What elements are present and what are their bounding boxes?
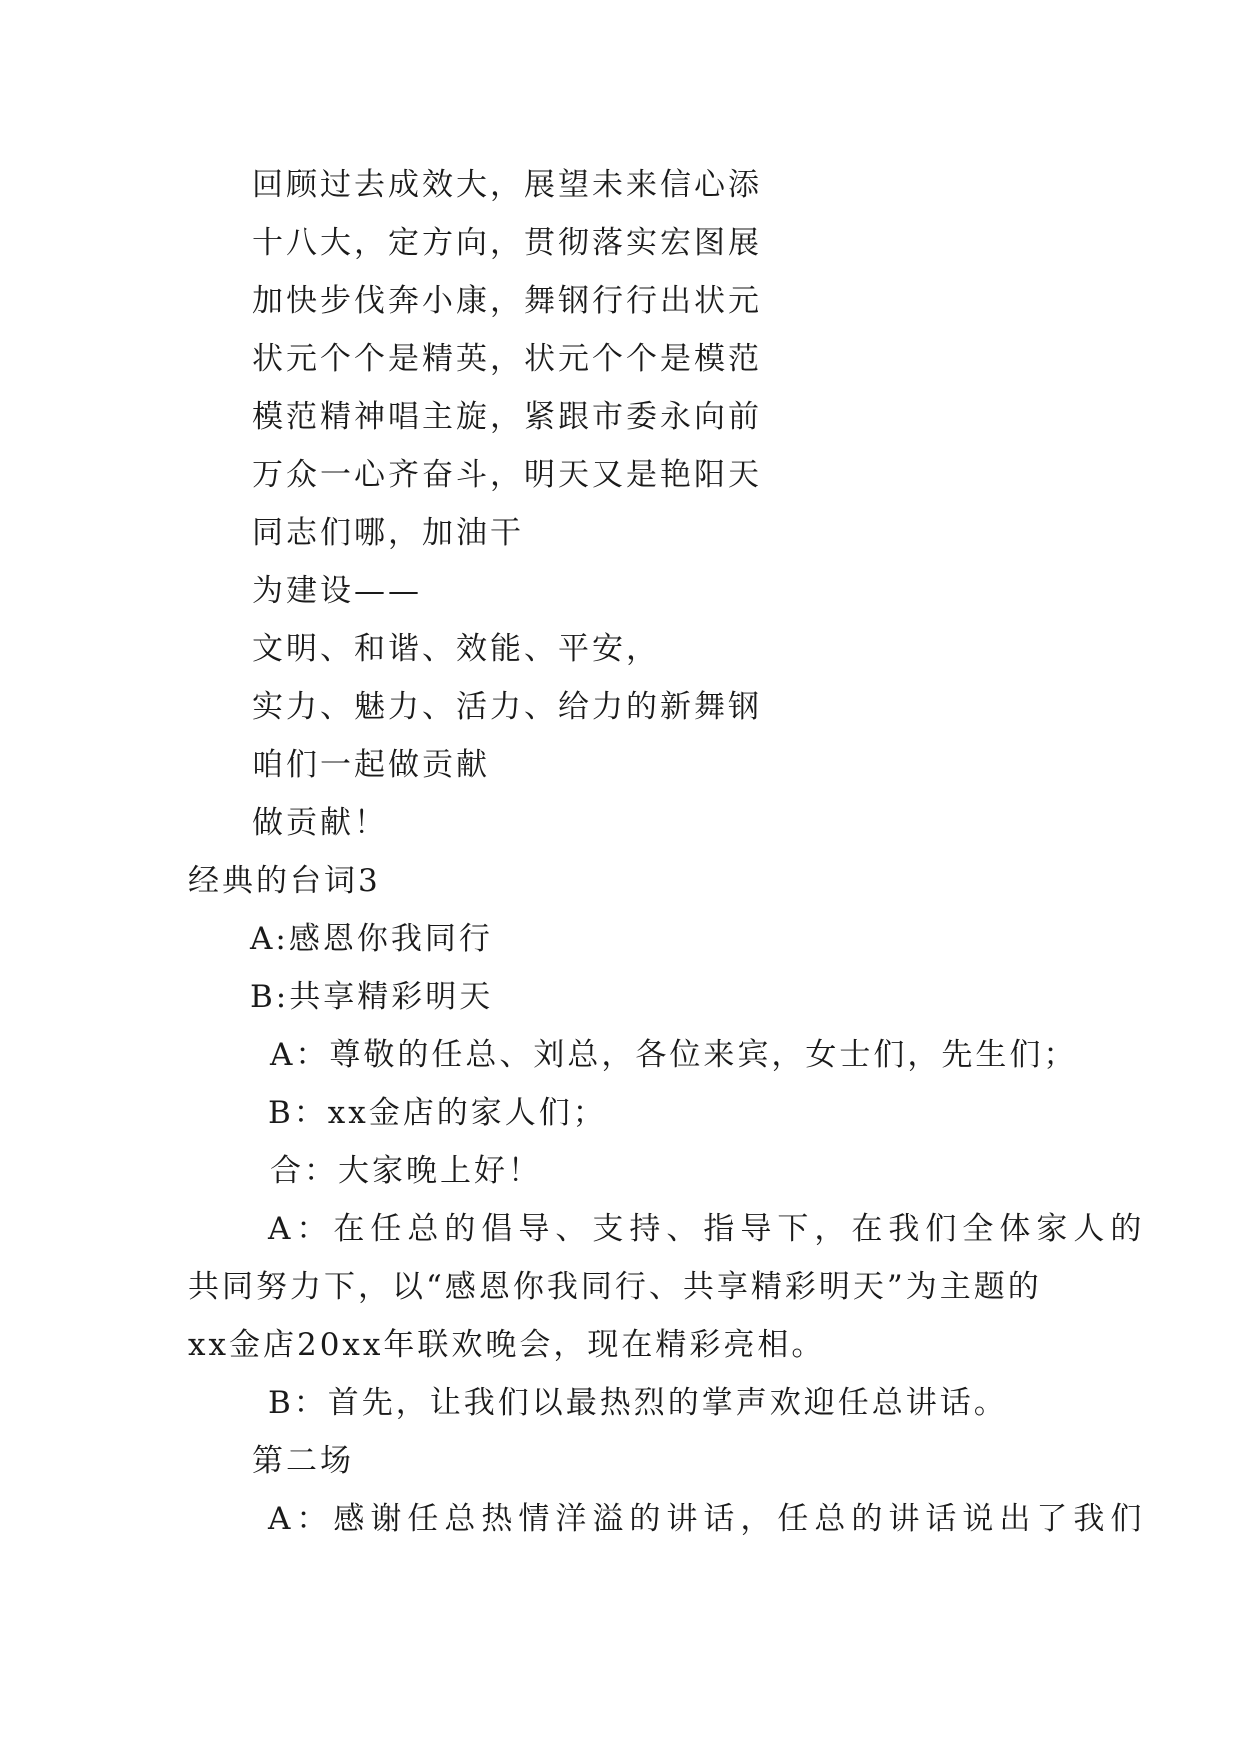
poem-line: 文明、和谐、效能、平安， (252, 631, 660, 667)
dialogue-line: A：尊敬的任总、刘总，各位来宾，女士们，先生们； (270, 1037, 1078, 1073)
poem-line: 十八大，定方向，贯彻落实宏图展 (252, 225, 762, 261)
paragraph-line: 共同努力下，以“感恩你我同行、共享精彩明天”为主题的 (188, 1269, 1042, 1305)
poem-line: 实力、魅力、活力、给力的新舞钢 (252, 689, 762, 725)
poem-line: 状元个个是精英，状元个个是模范 (252, 341, 762, 377)
section-heading: 经典的台词3 (188, 863, 381, 899)
poem-line: 做贡献！ (252, 805, 388, 841)
scene-label: 第二场 (252, 1443, 354, 1479)
paragraph-line: A：感谢任总热情洋溢的讲话，任总的讲话说出了我们 (268, 1501, 1148, 1537)
poem-line: 模范精神唱主旋，紧跟市委永向前 (252, 399, 762, 435)
paragraph-line: A：在任总的倡导、支持、指导下，在我们全体家人的 (268, 1211, 1148, 1247)
poem-line: 同志们哪，加油干 (252, 515, 524, 551)
dialogue-line: B：xx金店的家人们； (268, 1095, 607, 1131)
poem-line: 万众一心齐奋斗，明天又是艳阳天 (252, 457, 762, 493)
poem-line: 咱们一起做贡献 (252, 747, 490, 783)
welcome-line: B：首先，让我们以最热烈的掌声欢迎任总讲话。 (268, 1385, 1008, 1421)
poem-line: 为建设—— (252, 573, 422, 609)
poem-line: 加快步伐奔小康，舞钢行行出状元 (252, 283, 762, 319)
theme-line: A:感恩你我同行 (250, 921, 493, 957)
poem-line: 回顾过去成效大，展望未来信心添 (252, 167, 762, 203)
dialogue-line: 合：大家晚上好！ (270, 1153, 542, 1189)
paragraph-line: xx金店20xx年联欢晚会，现在精彩亮相。 (188, 1327, 826, 1363)
theme-line: B:共享精彩明天 (250, 979, 494, 1015)
